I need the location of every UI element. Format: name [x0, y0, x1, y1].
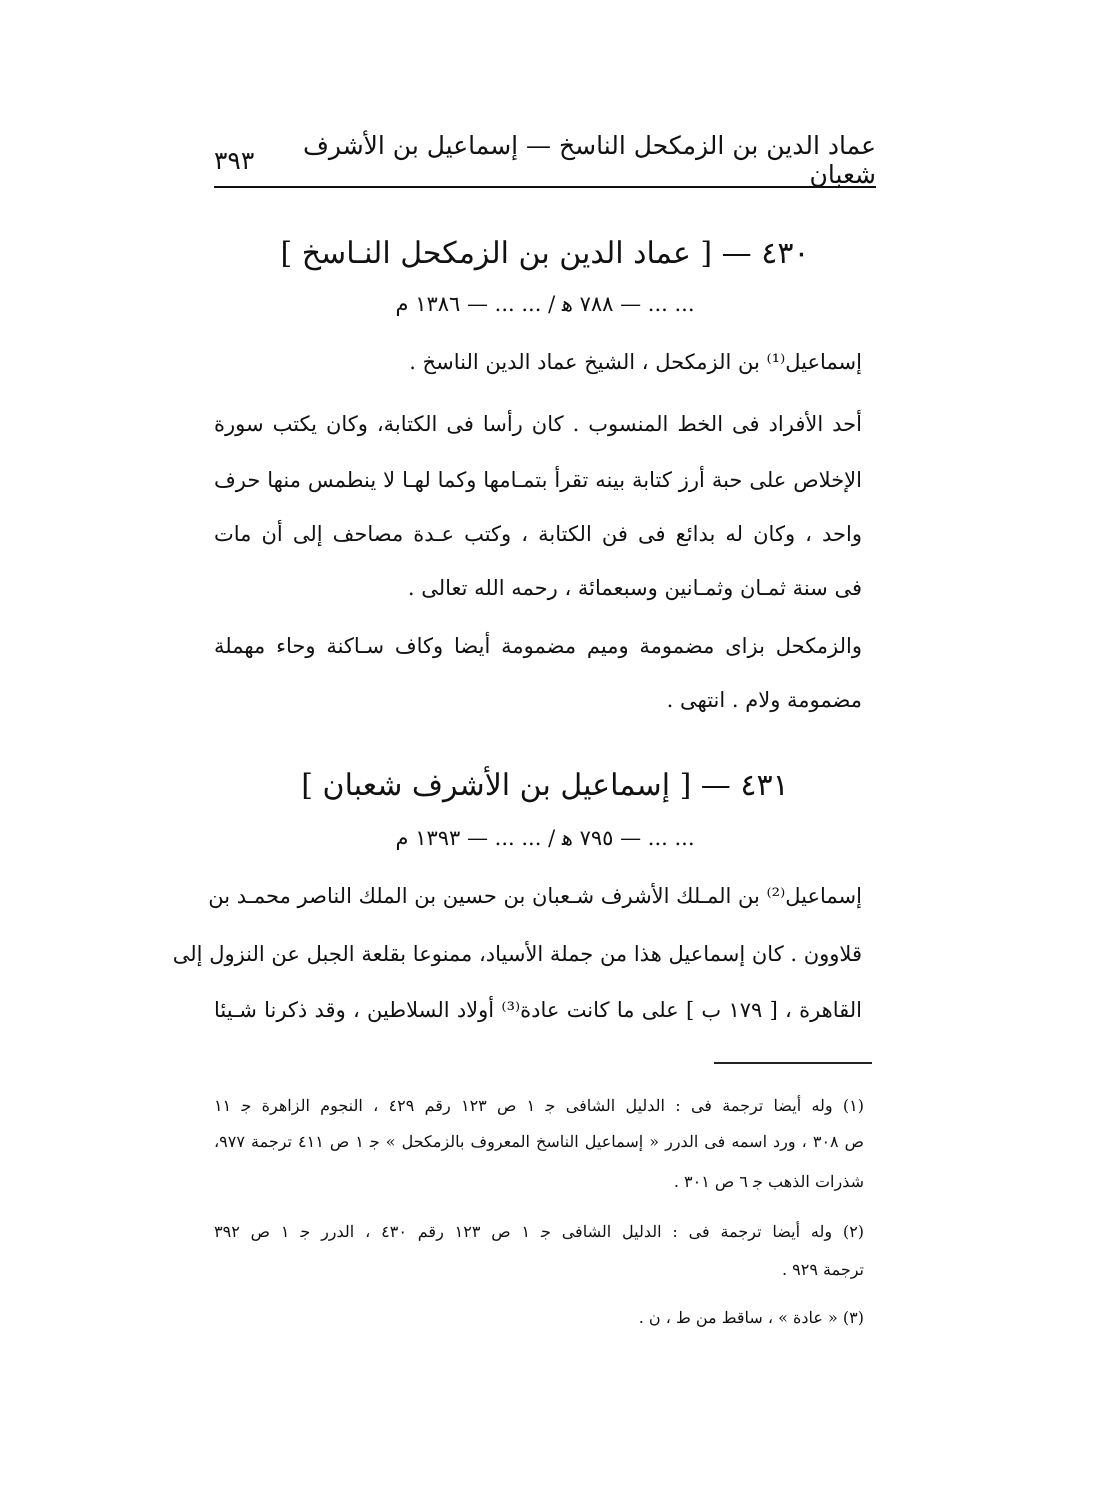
footnote-line: (٣) « عادة » ، ساقط من ط ، ن . — [638, 1308, 864, 1327]
paragraph-line: قلاوون . كان إسماعيل هذا من جملة الأسياد، ممنوعا بقلعة الجبل عن النزول إلى — [172, 942, 862, 966]
running-header-title: عماد الدين بن الزمكحل الناسخ — إسماعيل بن الأشرف شعبان — [303, 131, 876, 189]
running-header — [214, 131, 876, 189]
paragraph-line: فى سنة ثمـان وثمـانين وسبعمائة ، رحمه الله تعالى . — [407, 576, 862, 600]
footnote-line: شذرات الذهب ﺟ ٦ ص ٣٠١ . — [673, 1172, 864, 1191]
footnote-separator — [714, 1062, 872, 1064]
page-number: ٣٩٣ — [214, 145, 255, 175]
paragraph-line: إسماعيل⁽²⁾ بن المـلك الأشرف شـعبان بن حسين بن الملك الناصر محمـد بن — [208, 884, 862, 908]
entry-dates-430: ... ... — ٧٨٨ ﻫ / ... ... — ١٣٨٦ م — [395, 292, 695, 316]
paragraph-line: إسماعيل⁽¹⁾ بن الزمكحل ، الشيخ عماد الدين الناسخ . — [409, 350, 862, 374]
footnote-line: (١) وله أيضا ترجمة فى : الدليل الشافى ﺟ ١ ص ١٢٣ رقم ٤٢٩ ، النجوم الزاهرة ﺟ ١١ — [214, 1096, 865, 1115]
footnote-line: ترجمة ٩٢٩ . — [781, 1260, 864, 1279]
paragraph-line: أحد الأفراد فى الخط المنسوب . كان رأسا فى الكتابة، وكان يكتب سورة — [214, 412, 862, 436]
entry-heading-430: ٤٣٠ — [ عماد الدين بن الزمكحل النـاسخ ] — [280, 236, 810, 271]
entry-heading-431: ٤٣١ — [ إسماعيل بن الأشرف شعبان ] — [301, 768, 789, 803]
paragraph-line: واحد ، وكان له بدائع فى فن الكتابة ، وكتب عـدة مصاحف إلى أن مات — [214, 522, 862, 546]
paragraph-line: والزمكحل بزاى مضمومة وميم مضمومة أيضا وكاف سـاكنة وحاء مهملة — [214, 634, 862, 658]
paragraph-line: القاهرة ، [ ١٧٩ ب ] على ما كانت عادة⁽³⁾ أولاد السلاطين ، وقد ذكرنا شـيئا — [214, 998, 862, 1022]
paragraph-line: مضمومة ولام . انتهى . — [666, 688, 862, 712]
paragraph-line: الإخلاص على حبة أرز كتابة بينه تقرأ بتمـامها وكما لهـا لا ينطمس منها حرف — [214, 468, 862, 492]
entry-dates-431: ... ... — ٧٩٥ ﻫ / ... ... — ١٣٩٣ م — [395, 826, 695, 850]
footnote-line: (٢) وله أيضا ترجمة فى : الدليل الشافى ﺟ ١ ص ١٢٣ رقم ٤٣٠ ، الدرر ﺟ ١ ص ٣٩٢ — [214, 1222, 865, 1241]
footnote-line: ص ٣٠٨ ، ورد اسمه فى الدرر « إسماعيل الناسخ المعروف بالزمكحل » ﺟ ١ ص ٤١١ ترجمة ٩٧٧، — [214, 1132, 865, 1151]
header-rule — [214, 186, 876, 188]
